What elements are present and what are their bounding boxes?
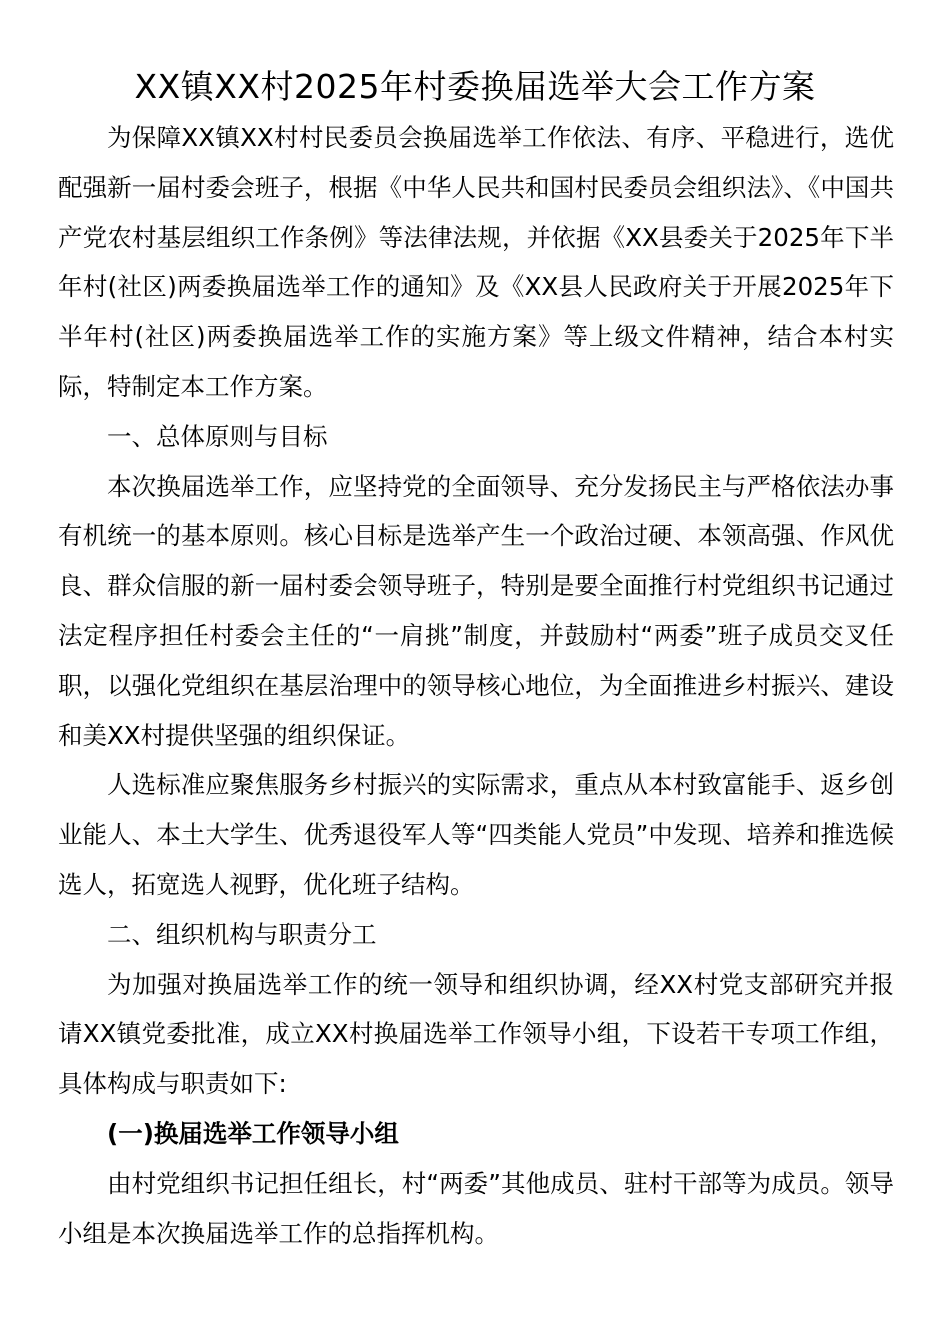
subsection-heading-leading-group: (一)换届选举工作领导小组 <box>107 1118 399 1148</box>
section-heading-1: 一、总体原则与目标 <box>107 421 328 451</box>
paragraph-organization: 为加强对换届选举工作的统一领导和组织协调，经XX村党支部研究并报请XX镇党委批准，成立XX村换届选举工作领导小组，下设若干专项工作组，具体构成与职责如下: <box>58 969 894 1099</box>
paragraph-candidate-criteria: 人选标准应聚焦服务乡村振兴的实际需求，重点从本村致富能手、返乡创业能人、本土大学生、优秀退役军人等“四类能人党员”中发现、培养和推选候选人，拓宽选人视野，优化班子结构。 <box>58 770 894 899</box>
section-heading-2: 二、组织机构与职责分工 <box>107 919 377 949</box>
paragraph-leading-group: 由村党组织书记担任组长，村“两委”其他成员、驻村干部等为成员。领导小组是本次换届选举工作的总指挥机构。 <box>58 1168 894 1248</box>
paragraph-principles: 本次换届选举工作，应坚持党的全面领导、充分发扬民主与严格依法办事有机统一的基本原则。核心目标是选举产生一个政治过硬、本领高强、作风优良、群众信服的新一届村委会领导班子，特别是要全面推行村党组织书记通过法定程序担任村委会主任的“一肩挑”制度，并鼓励村“两委”班子成员交叉任职，以强化党组织在基层治理中的领导核心地位，为全面推进乡村振兴、建设和美XX村提供坚强的组织保证。 <box>58 471 894 750</box>
paragraph-preamble: 为保障XX镇XX村村民委员会换届选举工作依法、有序、平稳进行，选优配强新一届村委会班子，根据《中华人民共和国村民委员会组织法》、《中国共产党农村基层组织工作条例》等法律法规，并依据《XX县委关于2025年下半年村(社区)两委换届选举工作的通知》及《XX县人民政府关于开展2025年下半年村(社区)两委换届选举工作的实施方案》等上级文件精神，结合本村实际，特制定本工作方案。 <box>58 123 894 401</box>
document-body <box>58 113 894 1258</box>
document-title: XX镇XX村2025年村委换届选举大会工作方案 <box>134 67 816 106</box>
